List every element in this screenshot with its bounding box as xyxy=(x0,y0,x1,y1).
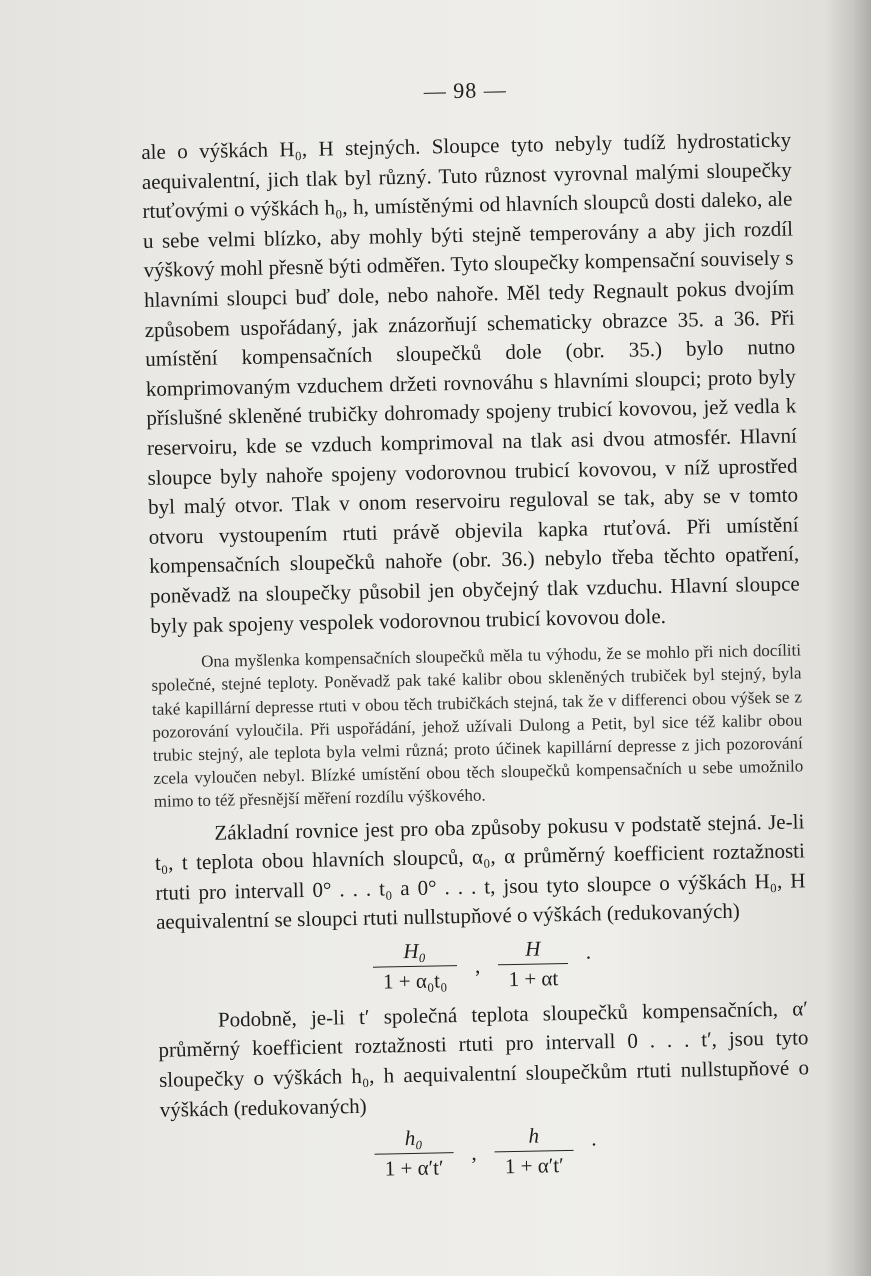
fraction-h xyxy=(498,936,569,992)
footnote-paragraph: Ona myšlenka kompensačních sloupečků měla tu výhodu, že se mohlo při nich docíliti společné, stejné teploty. Poněvadž pak také kalibr obou skleněných trubiček byl stejný, byla také kapillární depresse rtuti v obou těch trubičkách stejná, tak že v differenci obou výšek se z pozorování vyloučila. Při uspořádání, jehož užívali Dulong a Petit, byl sice též kalibr obou trubic stejný, ale teplota byla velmi různá; proto účinek kapillární depresse z jich pozorování zcela vyloučen nebyl. Blízké umístění obou těch sloupečků kompensačních u sebe umožnilo mimo to též přesnější měření rozdílu výškového. xyxy=(151,640,804,812)
formula-main-columns xyxy=(157,931,808,998)
fraction-denominator: 1 + αt xyxy=(498,963,568,992)
book-spine-shadow xyxy=(825,0,871,1276)
formula-end: . xyxy=(585,939,592,964)
paragraph-basic-equation: Základní rovnice jest pro oba způsoby pokusu v podstatě stejná. Je-li t₀, t teplota obou hlavních sloupců, α₀, α průměrný koefficient roztažnosti rtuti pro intervall 0° . . . t₀ a 0° . . . t, jsou tyto sloupce o výškách H₀, H aequivalentní se sloupci rtuti nullstupňové o výškách (redukovaných) xyxy=(154,808,806,935)
page-number: — 98 — xyxy=(423,76,507,104)
fraction-denominator: 1 + α′t′ xyxy=(374,1152,453,1182)
fraction-numerator: h₀ xyxy=(404,1126,423,1151)
fraction-h0 xyxy=(372,938,457,995)
formula-separator: , xyxy=(474,953,481,978)
fraction-small-h xyxy=(494,1123,574,1180)
page-content xyxy=(140,72,811,1195)
formula-end: . xyxy=(590,1126,597,1151)
formula-separator: , xyxy=(471,1141,477,1166)
fraction-numerator: H xyxy=(525,936,541,961)
formula-compensation-columns xyxy=(160,1119,811,1186)
fraction-small-h0 xyxy=(374,1125,454,1182)
paragraph-compensation-columns: Podobně, je-li t′ společná teplota sloupečků kompensačních, α′ průměrný koefficient roztažnosti rtuti pro intervall 0 . . . t′, jsou tyto sloupečky o výškách h₀, h aequivalentní sloupečkům rtuti nullstupňové o výškách (redukovaných) xyxy=(158,996,810,1122)
paragraph-regnault-compensation: ale o výškách H₀, H stejných. Sloupce tyto nebyly tudíž hydrostaticky aequivalentní, jich tlak byl různý. Tuto různost vyrovnal malými sloupečky rtuťovými o výškách h₀, h, umístěnými od hlavních sloupců dosti daleko, ale u sebe velmi blízko, aby mohly býti stejně temperovány a aby jich rozdíl výškový mohl přesně býti odměřen. Tyto sloupečky kompensační souvisely s hlavními sloupci buď dole, nebo nahoře. Měl tedy Regnault pokus dvojím způsobem uspořádaný, jak znázorňují schematicky obrazce 35. a 36. Při umístění kompensačních sloupečků dole (obr. 35.) bylo nutno komprimovaným vzduchem držeti rovnováhu s hlavními sloupci; proto byly příslušné skleněné trubičky dohromady spojeny trubicí kovovou, jež vedla k reservoiru, kde se vzduch komprimoval na tlak asi dvou atmosfér. Hlavní sloupce byly nahoře spojeny vodorovnou trubicí kovovou, v níž uprostřed byl malý otvor. Tlak v onom reservoiru reguloval se tak, aby se v tomto otvoru vystoupením rtuti právě objevila kapka rtuťová. Při umístění kompensačních sloupečků nahoře (obr. 36.) nebylo třeba těchto opatření, poněvadž na sloupečky působil jen obyčejný tlak vzduchu. Hlavní sloupce byly pak spojeny vespolek vodorovnou trubicí kovovou dole. xyxy=(141,127,800,638)
fraction-numerator: H₀ xyxy=(403,938,427,963)
fraction-denominator: 1 + α₀t₀ xyxy=(373,965,458,995)
fraction-denominator: 1 + α′t′ xyxy=(495,1150,574,1180)
fraction-numerator: h xyxy=(528,1123,540,1148)
